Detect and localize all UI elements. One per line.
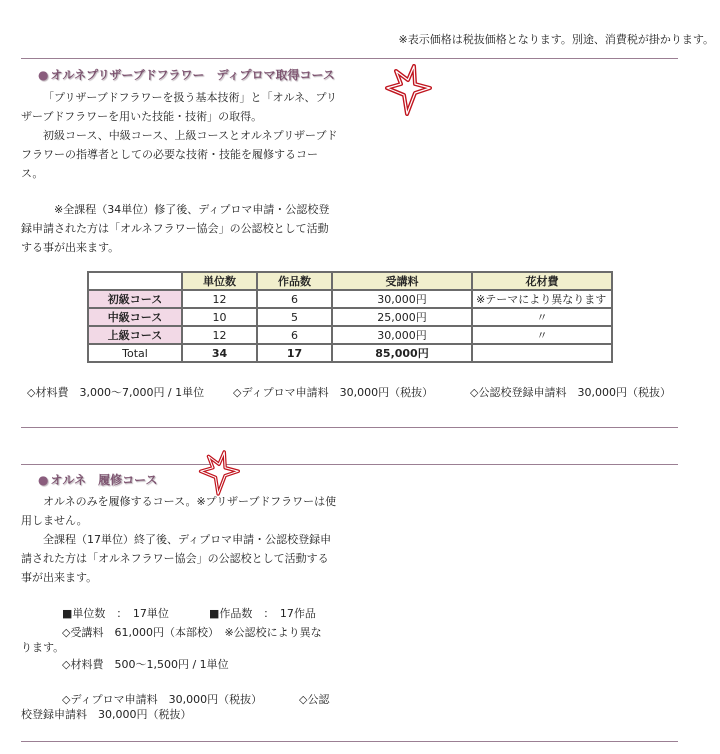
- row-material: ※テーマにより異なります: [472, 290, 612, 308]
- table-header-units: 単位数: [182, 272, 257, 290]
- row-works: 6: [257, 290, 332, 308]
- ornet-material: ◇材料費 500～1,500円 / 1単位: [62, 658, 229, 671]
- ornet-diploma-fee: ◇ディプロマ申請料 30,000円（税抜）: [62, 693, 263, 706]
- course-table: [87, 271, 613, 363]
- bullet-icon: ●: [38, 68, 49, 82]
- star-icon: [198, 450, 240, 496]
- row-name: 中級コース: [88, 308, 182, 326]
- ornet-registration-cont: 校登録申請料 30,000円（税抜）: [21, 708, 192, 721]
- table-row: [88, 290, 612, 308]
- total-name: Total: [88, 344, 182, 362]
- total-units: 34: [182, 344, 257, 362]
- row-units: 12: [182, 326, 257, 344]
- row-fee: 30,000円: [332, 290, 472, 308]
- row-works: 5: [257, 308, 332, 326]
- ornet-tuition: ◇受講料 61,000円（本部校） ※公認校により異な: [62, 626, 322, 639]
- ornet-registration: ◇公認: [299, 693, 330, 706]
- table-header-fee: 受講料: [332, 272, 472, 290]
- ornet-desc-2: 全課程（17単位）終了後、ディプロマ申請・公認校登録申請された方は「オルネフラワー協会」の公認校として活動する事が出来ます。: [21, 533, 332, 584]
- table-header-works: 作品数: [257, 272, 332, 290]
- row-name: 初級コース: [88, 290, 182, 308]
- row-units: 12: [182, 290, 257, 308]
- ornet-desc-1: オルネのみを履修するコース。※プリザーブドフラワーは使用しません。: [21, 495, 337, 527]
- row-units: 10: [182, 308, 257, 326]
- divider: [21, 464, 678, 465]
- row-works: 6: [257, 326, 332, 344]
- star-icon: [384, 64, 432, 116]
- ornet-title-text: オルネ 履修コース: [50, 473, 158, 487]
- tax-note: ※表示価格は税抜価格となります。別途、消費税が掛かります。: [398, 33, 714, 46]
- diploma-title-text: オルネプリザーブドフラワー ディプロマ取得コース: [50, 68, 335, 82]
- table-header-row: [88, 272, 612, 290]
- diploma-section-title: [38, 66, 335, 83]
- ornet-units: ■単位数 ： 17単位: [62, 607, 169, 620]
- diploma-desc-1: 「プリザーブドフラワーを扱う基本技術」と「オルネ、プリザーブドフラワーを用いた技能・技術」の取得。: [21, 91, 338, 123]
- divider: [21, 427, 678, 428]
- table-header-blank: [88, 272, 182, 290]
- registration-fee: ◇公認校登録申請料 30,000円（税抜）: [470, 386, 671, 399]
- diploma-fee: ◇ディプロマ申請料 30,000円（税抜）: [233, 386, 434, 399]
- table-header-material: 花材費: [472, 272, 612, 290]
- row-material: 〃: [472, 308, 612, 326]
- divider: [21, 58, 678, 59]
- row-fee: 25,000円: [332, 308, 472, 326]
- table-row: [88, 308, 612, 326]
- table-total-row: [88, 344, 612, 362]
- ornet-tuition-cont: ります。: [21, 641, 65, 654]
- divider: [21, 741, 678, 742]
- row-material: 〃: [472, 326, 612, 344]
- row-fee: 30,000円: [332, 326, 472, 344]
- table-row: [88, 326, 612, 344]
- bullet-icon: ●: [38, 473, 49, 487]
- diploma-desc-2: 初級コース、中級コース、上級コースとオルネプリザーブドフラワーの指導者としての必要な技術・技能を履修するコース。: [21, 129, 338, 180]
- diploma-description: [21, 88, 339, 183]
- diploma-desc-3: ※全課程（34単位）修了後、ディプロマ申請・公認校登録申請された方は「オルネフラワー協会」の公認校として活動する事が出来ます。: [21, 203, 330, 254]
- total-works: 17: [257, 344, 332, 362]
- total-fee: 85,000円: [332, 344, 472, 362]
- row-name: 上級コース: [88, 326, 182, 344]
- material-fee: ◇材料費 3,000～7,000円 / 1単位: [27, 386, 205, 399]
- diploma-note: [21, 200, 339, 257]
- ornet-description: [21, 492, 339, 587]
- ornet-works: ■作品数 ： 17作品: [209, 607, 316, 620]
- total-material: [472, 344, 612, 362]
- ornet-section-title: [38, 471, 158, 488]
